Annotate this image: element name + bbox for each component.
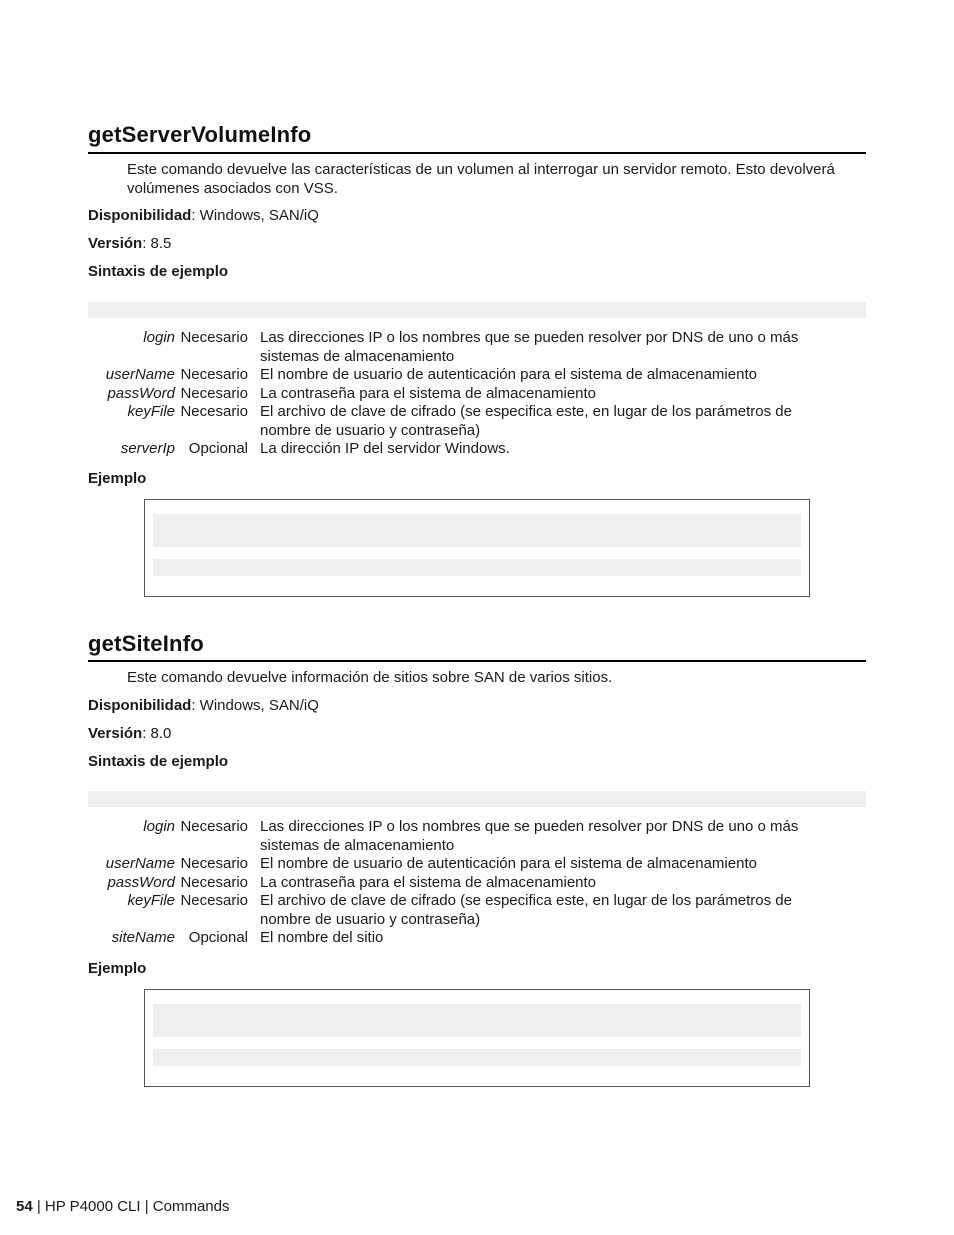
example-output-block [153,559,801,576]
section-description: Este comando devuelve las características de un volumen al interrogar un servidor remoto. Esto devolverá volúmenes asociados con VSS. [127,161,835,197]
parameter-requirement: Opcional [188,929,248,946]
footer-separator: | [32,1198,45,1215]
parameter-requirement: Necesario [180,855,248,872]
title-rule [88,660,866,662]
version-line [88,724,171,743]
parameter-description: El archivo de clave de cifrado (se especifica este, en lugar de los parámetros de nombre de usuario y contraseña) [260,403,792,439]
availability-value: : Windows, SAN/iQ [191,697,319,714]
parameter-description: El nombre del sitio [260,929,384,946]
parameter-requirement: Opcional [188,440,248,457]
parameter-row [88,855,810,874]
parameter-description: La contraseña para el sistema de almacenamiento [260,384,597,402]
example-code-block [153,514,801,547]
parameter-name: login [143,329,175,346]
parameter-table [88,329,810,459]
parameter-name: login [143,818,175,835]
parameter-name: keyFile [127,403,175,420]
parameter-description: La contraseña para el sistema de almacenamiento [260,873,597,891]
parameter-row [88,892,810,929]
version-line [88,234,171,253]
parameter-row [88,385,810,404]
parameter-requirement: Necesario [180,366,248,383]
availability-label: Disponibilidad [88,697,192,714]
version-value: : 8.5 [142,235,172,252]
availability-value: : Windows, SAN/iQ [191,207,319,224]
section-description: Este comando devuelve información de sitios sobre SAN de varios sitios. [127,669,613,686]
footer-separator: | [140,1198,153,1215]
parameter-description: Las direcciones IP o los nombres que se pueden resolver por DNS de uno o más sistemas de almacenamiento [260,329,799,365]
parameter-description: El nombre de usuario de autenticación para el sistema de almacenamiento [260,366,757,383]
syntax-code-block [88,302,866,318]
example-box [144,499,810,597]
version-value: : 8.0 [142,725,172,742]
parameter-row [88,403,810,440]
parameter-requirement: Necesario [180,873,248,891]
availability-line [88,206,319,225]
parameter-row [88,366,810,385]
availability-line [88,696,319,715]
page-number: 54 [16,1198,33,1215]
parameter-name: userName [105,855,175,872]
example-output-block [153,1049,801,1066]
version-label: Versión [88,725,143,742]
parameter-name: serverIp [120,440,175,457]
parameter-requirement: Necesario [180,818,248,835]
syntax-label: Sintaxis de ejemplo [88,263,229,280]
section-title: getServerVolumeInfo [88,122,312,147]
footer-doc-title: HP P4000 CLI [44,1198,141,1215]
section-title: getSiteInfo [88,631,204,656]
example-label: Ejemplo [88,470,147,487]
parameter-row [88,329,810,366]
parameter-name: passWord [107,873,175,891]
parameter-row [88,874,810,893]
parameter-row [88,440,810,459]
parameter-row [88,929,810,948]
availability-label: Disponibilidad [88,207,192,224]
parameter-name: userName [105,366,175,383]
parameter-requirement: Necesario [180,329,248,346]
parameter-requirement: Necesario [180,892,248,909]
parameter-description: Las direcciones IP o los nombres que se pueden resolver por DNS de uno o más sistemas de almacenamiento [260,818,799,854]
syntax-code-block [88,791,866,807]
parameter-requirement: Necesario [180,403,248,420]
footer-chapter: Commands [152,1198,230,1215]
syntax-label: Sintaxis de ejemplo [88,753,229,770]
parameter-name: siteName [111,929,175,946]
page-footer [16,1198,229,1215]
parameter-table [88,818,810,948]
title-rule [88,152,866,154]
parameter-requirement: Necesario [180,384,248,402]
version-label: Versión [88,235,143,252]
parameter-row [88,818,810,855]
example-label: Ejemplo [88,960,147,977]
parameter-description: El archivo de clave de cifrado (se especifica este, en lugar de los parámetros de nombre de usuario y contraseña) [260,892,792,928]
example-code-block [153,1004,801,1037]
parameter-name: keyFile [127,892,175,909]
example-box [144,989,810,1087]
parameter-description: El nombre de usuario de autenticación para el sistema de almacenamiento [260,855,757,872]
parameter-name: passWord [107,384,175,402]
parameter-description: La dirección IP del servidor Windows. [260,440,510,457]
